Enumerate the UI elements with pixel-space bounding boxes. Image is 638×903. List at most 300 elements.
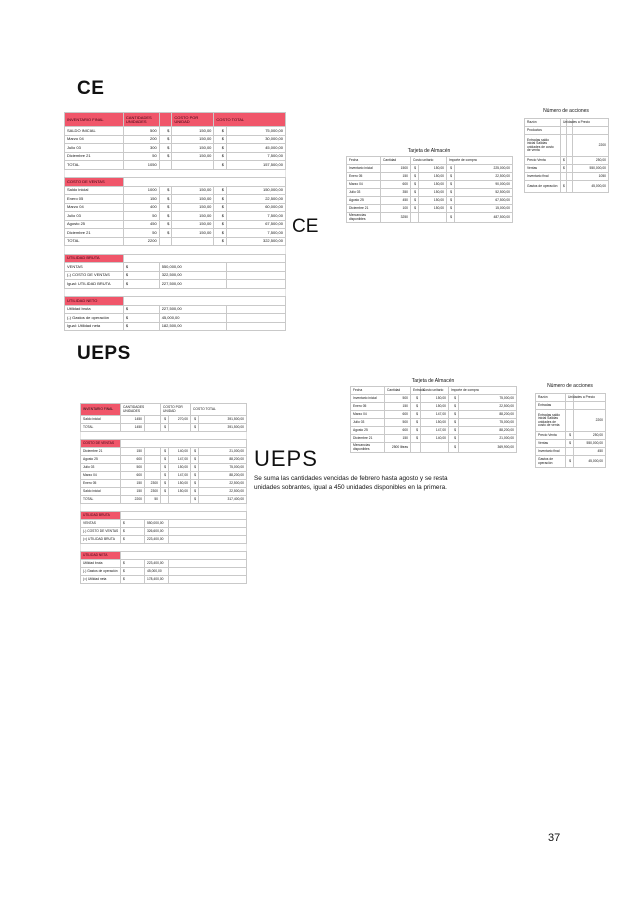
table-cell: 150,00: [419, 205, 447, 213]
table-cell: 2200: [123, 237, 159, 246]
table-cell: [121, 552, 247, 560]
table-cell: COSTO TOTAL: [214, 113, 286, 127]
table-cell: $: [214, 229, 227, 238]
table-cell: Agosto 25: [65, 220, 124, 229]
ce-almacen-sheet: [346, 156, 513, 223]
table-cell: (=) UTILIDAD BRUTA: [81, 536, 121, 544]
table-cell: 150,00: [419, 197, 447, 205]
table-cell: 225,000,00: [455, 165, 513, 173]
table-cell: VENTAS: [81, 520, 121, 528]
table-cell: COSTO POR UNIDAD: [172, 113, 214, 127]
table-cell: 400: [123, 203, 159, 212]
table-cell: $: [447, 205, 455, 213]
table-cell: [65, 288, 286, 297]
table-cell: $: [159, 135, 172, 144]
table-cell: 21,000,00: [199, 448, 247, 456]
table-cell: (=) Utilidad neta: [81, 576, 121, 584]
table-cell: $: [123, 280, 159, 289]
table-cell: 550,000,00: [145, 520, 169, 528]
table-cell: 7,500,00: [227, 229, 286, 238]
table-row: [351, 427, 517, 435]
table-cell: 22,500,00: [227, 195, 286, 204]
table-cell: 140,00: [421, 435, 449, 443]
table-cell: $: [447, 189, 455, 197]
table-row: [351, 435, 517, 443]
table-row: [536, 448, 606, 456]
table-cell: Utilidad bruta: [65, 305, 124, 314]
table-row: [347, 165, 513, 173]
table-cell: [145, 424, 161, 432]
table-cell: [123, 297, 285, 306]
table-row: [525, 135, 609, 157]
table-cell: 67,500,00: [455, 197, 513, 205]
table-cell: INVENTARIO FINAL: [81, 404, 121, 416]
table-cell: $: [411, 173, 419, 181]
table-cell: $: [159, 229, 172, 238]
table-cell: $: [214, 195, 227, 204]
table-cell: [81, 544, 247, 552]
table-cell: [227, 314, 286, 323]
table-cell: [421, 443, 449, 453]
table-cell: 270,00: [169, 416, 191, 424]
table-cell: CANTIDADES UNIDADES: [121, 404, 161, 416]
table-cell: [227, 322, 286, 331]
table-row: [81, 416, 247, 424]
table-row: [65, 203, 286, 212]
table-cell: $: [214, 127, 227, 136]
table-cell: 60,000,00: [227, 203, 286, 212]
table-row: [81, 560, 247, 568]
table-cell: [65, 169, 286, 178]
table-cell: 322,500,00: [227, 237, 286, 246]
table-cell: [159, 113, 172, 127]
table-cell: 22,500,00: [455, 173, 513, 181]
ueps-acciones-title: Número de acciones: [547, 383, 593, 389]
table-row: [65, 229, 286, 238]
table-cell: 350: [381, 189, 411, 197]
table-cell: $: [159, 212, 172, 221]
table-cell: INVENTARIO FINAL: [65, 113, 124, 127]
table-row: [351, 403, 517, 411]
table-cell: 500: [385, 419, 411, 427]
table-cell: 223,400,00: [145, 536, 169, 544]
table-cell: $: [214, 152, 227, 161]
table-cell: TOTAL: [65, 161, 124, 170]
table-cell: 450: [123, 220, 159, 229]
table-row: [65, 161, 286, 170]
table-row: [81, 504, 247, 512]
table-cell: Marzo 04: [65, 135, 124, 144]
table-row: [65, 246, 286, 255]
table-cell: $: [161, 464, 169, 472]
table-header-row: [351, 387, 517, 395]
table-cell: 150,00: [169, 488, 191, 496]
table-cell: Igual: Utilidad neta: [65, 322, 124, 331]
table-cell: Agosto 25: [347, 197, 381, 205]
table-cell: Inventario inicial: [351, 395, 385, 403]
table-cell: 50: [123, 229, 159, 238]
table-cell: [145, 472, 161, 480]
table-cell: [566, 402, 574, 410]
table-cell: [169, 520, 247, 528]
table-cell: $: [161, 416, 169, 424]
table-cell: Marzo 04: [81, 472, 121, 480]
table-cell: Costo unitario: [421, 387, 449, 395]
page-number: 37: [548, 832, 561, 844]
table-cell: 150,00: [421, 395, 449, 403]
table-cell: Precio Venta: [536, 432, 566, 440]
table-cell: 150: [121, 448, 145, 456]
table-cell: 150,00: [172, 203, 214, 212]
table-cell: 1450: [121, 424, 145, 432]
table-cell: [573, 127, 609, 135]
ueps-inventory-sheet: [80, 403, 247, 584]
ueps-almacen-sheet: [350, 386, 517, 453]
table-cell: 150,00: [421, 419, 449, 427]
table-cell: $: [121, 568, 145, 576]
ce-sheet-label: CE: [292, 216, 319, 237]
table-cell: Fecha: [347, 157, 381, 165]
table-cell: $: [566, 432, 574, 440]
table-cell: Gastos de operación: [536, 456, 566, 468]
section-header-row: [65, 178, 286, 187]
table-cell: $: [191, 488, 199, 496]
table-cell: Enero 05: [81, 480, 121, 488]
table-cell: [169, 568, 247, 576]
table-cell: $: [214, 135, 227, 144]
table-row: [65, 280, 286, 289]
table-cell: $: [191, 472, 199, 480]
table-cell: $: [411, 411, 421, 419]
table-cell: $: [214, 212, 227, 221]
table-cell: (-) Gastos de operación: [81, 568, 121, 576]
table-cell: VENTAS: [65, 263, 124, 272]
table-header-row: [347, 157, 513, 165]
table-cell: 100: [381, 205, 411, 213]
table-cell: 150: [385, 403, 411, 411]
table-cell: Mercancías disponibles: [351, 443, 385, 453]
table-row: [347, 197, 513, 205]
table-row: [81, 456, 247, 464]
ueps-sheet-label: UEPS: [254, 446, 318, 471]
table-cell: Julio 03: [81, 464, 121, 472]
table-cell: 600: [385, 411, 411, 419]
table-cell: Entrada: [411, 387, 421, 395]
table-cell: Precio Venta: [525, 157, 561, 165]
table-row: [81, 464, 247, 472]
table-row: [536, 410, 606, 432]
table-cell: 50: [123, 212, 159, 221]
table-cell: $: [121, 520, 145, 528]
table-row: [81, 496, 247, 504]
section-header-row: [81, 440, 247, 448]
table-row: [351, 419, 517, 427]
table-cell: [145, 448, 161, 456]
table-cell: $: [411, 189, 419, 197]
table-cell: $: [161, 472, 169, 480]
table-cell: 500: [121, 464, 145, 472]
table-cell: $: [191, 496, 199, 504]
table-cell: $: [159, 186, 172, 195]
table-cell: 45,000,00: [227, 144, 286, 153]
ce-acciones-sheet: [524, 118, 609, 193]
table-cell: Igual: UTILIDAD BRUTA: [65, 280, 124, 289]
table-cell: Importe de compra: [449, 387, 517, 395]
table-cell: Fecha: [351, 387, 385, 395]
table-cell: [81, 504, 247, 512]
table-cell: $: [447, 181, 455, 189]
table-cell: 21,000,00: [459, 435, 517, 443]
table-row: [81, 528, 247, 536]
heading-ce: CE: [77, 78, 105, 99]
table-cell: [145, 456, 161, 464]
table-row: [81, 424, 247, 432]
table-cell: Enero 05: [65, 195, 124, 204]
table-cell: $: [449, 443, 459, 453]
table-cell: 600: [121, 472, 145, 480]
table-cell: 322,500,00: [159, 271, 226, 280]
table-cell: [169, 496, 191, 504]
table-cell: Entradas saldo inicial Salidas unidades de costo de venta: [536, 410, 566, 432]
table-row: [65, 305, 286, 314]
ueps-note: Se suma las cantidades vencidas de febrero hasta agosto y se resta unidades sobrantes, igual a 450 unidades disponibles en la primera.: [254, 475, 448, 491]
table-cell: $: [447, 197, 455, 205]
table-cell: 500: [123, 127, 159, 136]
table-cell: 150,00: [169, 480, 191, 488]
table-cell: 2500 libras: [385, 443, 411, 453]
table-cell: $: [449, 419, 459, 427]
table-cell: $: [214, 161, 227, 170]
table-cell: [145, 464, 161, 472]
table-cell: 7,500,00: [227, 152, 286, 161]
table-cell: 300: [123, 144, 159, 153]
table-cell: $: [159, 127, 172, 136]
table-cell: UTILIDAD BRUTA: [81, 512, 121, 520]
table-row: [536, 432, 606, 440]
table-cell: [159, 237, 172, 246]
table-cell: Productos: [525, 127, 561, 135]
table-cell: 550,000,00: [574, 440, 606, 448]
table-cell: 50: [145, 496, 161, 504]
table-cell: Saldo inicial: [81, 416, 121, 424]
table-row: [81, 520, 247, 528]
table-cell: $: [159, 144, 172, 153]
table-cell: $: [449, 395, 459, 403]
table-cell: 88,200,00: [459, 427, 517, 435]
table-cell: 150,00: [419, 165, 447, 173]
table-row: [525, 165, 609, 173]
table-cell: 150,00: [419, 173, 447, 181]
table-cell: [227, 280, 286, 289]
table-cell: UTILIDAD NETA: [81, 552, 121, 560]
table-cell: $: [411, 205, 419, 213]
table-cell: 150,00: [172, 144, 214, 153]
table-row: [525, 181, 609, 193]
table-cell: 250,00: [573, 157, 609, 165]
table-cell: 45,000,00: [145, 568, 169, 576]
table-cell: Julio 03: [65, 212, 124, 221]
table-cell: Razón: [525, 119, 561, 127]
table-row: [65, 314, 286, 323]
table-cell: Razón: [536, 394, 566, 402]
table-cell: $: [159, 220, 172, 229]
table-cell: Gastos de operación: [525, 181, 561, 193]
table-header-row: [65, 113, 286, 127]
table-row: [65, 195, 286, 204]
table-cell: 600: [385, 427, 411, 435]
table-row: [65, 288, 286, 297]
table-cell: $: [411, 181, 419, 189]
table-row: [536, 440, 606, 448]
table-cell: $: [566, 456, 574, 468]
table-cell: 150,00: [169, 464, 191, 472]
table-cell: 369,900,00: [459, 443, 517, 453]
table-cell: Agosto 25: [351, 427, 385, 435]
table-cell: $: [123, 314, 159, 323]
table-cell: [169, 560, 247, 568]
table-cell: Diciembre 21: [351, 435, 385, 443]
table-cell: [419, 213, 447, 223]
table-cell: 30,000,00: [227, 135, 286, 144]
table-cell: $: [123, 271, 159, 280]
table-cell: 150: [385, 435, 411, 443]
table-cell: $: [161, 424, 169, 432]
table-cell: 450: [381, 197, 411, 205]
table-row: [65, 271, 286, 280]
table-cell: 75,000,00: [199, 464, 247, 472]
table-cell: $: [159, 195, 172, 204]
table-row: [525, 119, 609, 127]
table-row: [351, 443, 517, 453]
table-row: [536, 394, 606, 402]
table-row: [351, 411, 517, 419]
table-cell: $: [561, 181, 567, 193]
table-cell: $: [411, 395, 421, 403]
table-cell: $: [214, 220, 227, 229]
table-cell: 250,00: [574, 432, 606, 440]
table-cell: Inventario final: [525, 173, 561, 181]
table-cell: 147,00: [421, 427, 449, 435]
table-cell: [172, 161, 214, 170]
table-cell: $: [411, 165, 419, 173]
table-cell: Utilidad bruta: [81, 560, 121, 568]
table-cell: 227,500,00: [159, 280, 226, 289]
table-cell: $: [121, 576, 145, 584]
table-cell: Julio 03: [65, 144, 124, 153]
table-cell: 147,00: [169, 472, 191, 480]
table-row: [65, 263, 286, 272]
table-cell: $: [214, 237, 227, 246]
table-cell: $: [123, 305, 159, 314]
table-cell: [169, 536, 247, 544]
table-cell: TOTAL: [81, 496, 121, 504]
table-cell: 2300: [145, 480, 161, 488]
table-cell: $: [161, 448, 169, 456]
table-row: [81, 480, 247, 488]
table-cell: [159, 161, 172, 170]
table-cell: 157,500,00: [227, 161, 286, 170]
table-cell: [566, 410, 574, 432]
ce-acciones-title: Número de acciones: [543, 108, 589, 114]
table-cell: Enero 05: [347, 173, 381, 181]
table-cell: [121, 440, 247, 448]
table-cell: 223,400,00: [145, 560, 169, 568]
table-cell: 3250: [381, 213, 411, 223]
table-cell: 391,500,00: [199, 416, 247, 424]
table-cell: 487,500,00: [455, 213, 513, 223]
table-cell: Julio 03: [351, 419, 385, 427]
table-cell: Inventario inicial: [347, 165, 381, 173]
table-cell: $: [161, 488, 169, 496]
table-cell: $: [411, 435, 421, 443]
table-cell: 391,500,00: [199, 424, 247, 432]
table-cell: [169, 528, 247, 536]
table-cell: 52,500,00: [455, 189, 513, 197]
table-cell: [227, 263, 286, 272]
table-cell: 1050: [123, 161, 159, 170]
table-cell: 326,600,00: [145, 528, 169, 536]
table-cell: [145, 416, 161, 424]
table-cell: Unidades a Precio: [566, 394, 574, 402]
table-cell: 2200: [121, 496, 145, 504]
table-row: [65, 135, 286, 144]
table-cell: 90,000,00: [455, 181, 513, 189]
table-cell: 2200: [573, 135, 609, 157]
table-cell: TOTAL: [81, 424, 121, 432]
table-cell: TOTAL: [65, 237, 124, 246]
table-cell: Julio 03: [347, 189, 381, 197]
table-row: [65, 169, 286, 178]
table-cell: 88,200,00: [199, 456, 247, 464]
table-cell: $: [191, 424, 199, 432]
table-cell: $: [449, 403, 459, 411]
table-cell: [169, 576, 247, 584]
table-cell: Costo unitario: [411, 157, 447, 165]
table-cell: $: [214, 186, 227, 195]
table-cell: Cantidad: [385, 387, 411, 395]
table-cell: COSTO DE VENTAS: [65, 178, 124, 187]
table-row: [65, 152, 286, 161]
table-cell: Agosto 25: [81, 456, 121, 464]
table-cell: $: [121, 560, 145, 568]
table-cell: 182,500,00: [159, 322, 226, 331]
table-cell: Marzo 04: [65, 203, 124, 212]
section-header-row: [65, 297, 286, 306]
table-cell: SALDO INICIAL: [65, 127, 124, 136]
table-row: [65, 212, 286, 221]
ueps-acciones-sheet: [535, 393, 606, 468]
table-cell: $: [566, 440, 574, 448]
table-cell: $: [411, 427, 421, 435]
table-cell: 178,400,00: [145, 576, 169, 584]
table-cell: Mercancías disponibles: [347, 213, 381, 223]
table-cell: (-) COSTO DE VENTAS: [65, 271, 124, 280]
table-cell: 88,200,00: [459, 411, 517, 419]
table-row: [65, 186, 286, 195]
table-cell: CANTIDADES UNIDADES: [123, 113, 159, 127]
table-cell: $: [449, 427, 459, 435]
table-cell: $: [191, 416, 199, 424]
table-cell: 150,00: [419, 181, 447, 189]
table-cell: $: [214, 203, 227, 212]
table-cell: $: [161, 480, 169, 488]
table-row: [65, 322, 286, 331]
table-cell: $: [123, 322, 159, 331]
table-cell: Entradas: [536, 402, 566, 410]
table-cell: 75,000,00: [459, 395, 517, 403]
table-row: [81, 544, 247, 552]
table-row: [525, 173, 609, 181]
